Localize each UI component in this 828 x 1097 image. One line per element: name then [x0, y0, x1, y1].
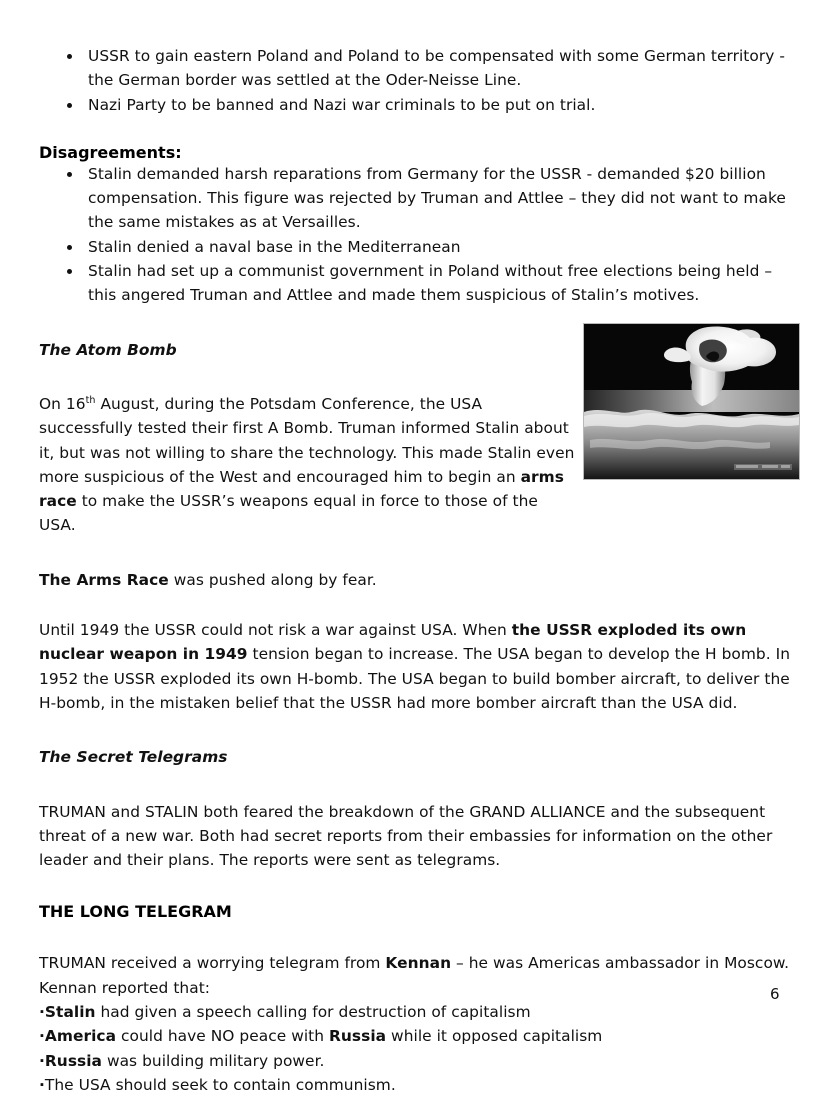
kennan-emphasis: Kennan [385, 954, 452, 973]
ordinal-suffix: th [85, 394, 96, 406]
list-item [39, 93, 791, 117]
potsdam-bullet-list [39, 44, 791, 117]
bullet-text: USSR to gain eastern Poland and Poland to be compensated with some German territory - the German border was settled at the Oder-Neisse Line. [88, 47, 785, 90]
telegram-point [39, 1073, 791, 1097]
atom-bomb-heading: The Atom Bomb [39, 340, 177, 359]
atom-text-part3: to make the USSR’s weapons equal in force to those of the USA. [39, 492, 538, 535]
atom-bomb-paragraph [39, 392, 579, 538]
point-rest: had given a speech calling for destruction of capitalism [95, 1003, 531, 1022]
arms-race-paragraph [39, 618, 791, 715]
bullet-text: Stalin demanded harsh reparations from Germany for the USSR - demanded $20 billion compensation. This figure was rejected by Truman and Attlee – they did not want to make the same mistakes as at Versailles. [88, 164, 786, 232]
dash-bullet-icon: · [39, 1075, 45, 1094]
list-item [39, 235, 791, 259]
telegram-point [39, 1000, 791, 1024]
list-item [39, 162, 791, 235]
arms-race-lead [39, 568, 791, 592]
long-telegram-intro [39, 951, 791, 1000]
secret-telegrams-heading: The Secret Telegrams [39, 748, 228, 767]
list-item [39, 44, 791, 93]
telegram-point [39, 1024, 791, 1048]
arms-race-lead-rest: was pushed along by fear. [168, 570, 377, 589]
point-tail: while it opposed capitalism [386, 1027, 603, 1046]
atom-text-part2: August, during the Potsdam Conference, the USA successfully tested their first A Bomb. Truman informed Stalin about it, but was not willing to share the technology. This made Stalin even more suspicious of the West and encouraged him to begin an [39, 394, 575, 486]
dash-bullet-icon: · [39, 1003, 45, 1022]
document-content [39, 44, 791, 1097]
point-bold-lead: Stalin [44, 1003, 96, 1022]
dash-bullet-icon: · [39, 1027, 45, 1046]
mushroom-cloud-photo [583, 323, 800, 480]
bullet-text: Stalin had set up a communist government in Poland without free elections being held – this angered Truman and Attlee and made them suspicious of Stalin’s motives. [88, 262, 773, 305]
arms-race-lead-bold: The Arms Race [39, 570, 169, 589]
list-item [39, 259, 791, 308]
telegram-point [39, 1049, 791, 1073]
arms-race-emphasis: arms race [39, 467, 564, 511]
intro-part1: TRUMAN received a worrying telegram from [39, 954, 386, 973]
point-rest: could have NO peace with [116, 1027, 330, 1046]
bullet-text: Nazi Party to be banned and Nazi war criminals to be put on trial. [88, 95, 596, 114]
long-telegram-heading: THE LONG TELEGRAM [39, 902, 232, 922]
point-bold-mid: Russia [329, 1027, 387, 1046]
disagreements-bullet-list [39, 162, 791, 308]
nuclear-weapon-emphasis: the USSR exploded its own nuclear weapon in 1949 [39, 621, 747, 664]
point-rest: The USA should seek to contain communism. [44, 1075, 396, 1094]
secret-telegrams-paragraph: TRUMAN and STALIN both feared the breakdown of the GRAND ALLIANCE and the subsequent threat of a new war. Both had secret reports from their embassies for information on the other leader and their plans. The reports were sent as telegrams. [39, 802, 773, 870]
point-bold-lead: America [44, 1027, 117, 1046]
point-rest: was building military power. [102, 1051, 325, 1070]
point-bold-lead: Russia [44, 1051, 102, 1070]
intro-part2: – he was Americas ambassador in Moscow. Kennan reported that: [39, 954, 790, 997]
disagreements-heading: Disagreements: [39, 142, 182, 162]
page-number: 6 [770, 985, 780, 1003]
arms-race-part2: tension began to increase. The USA began to develop the H bomb. In 1952 the USSR exploded its own H-bomb. The USA began to build bomber aircraft, to deliver the H-bomb, in the mistaken belief that the USSR had more bomber aircraft than the USA did. [39, 645, 790, 712]
atom-text-part1: On 16 [39, 394, 86, 413]
dash-bullet-icon: · [39, 1051, 45, 1070]
arms-race-part1: Until 1949 the USSR could not risk a war against USA. When [39, 621, 512, 640]
bullet-text: Stalin denied a naval base in the Mediterranean [88, 237, 461, 256]
